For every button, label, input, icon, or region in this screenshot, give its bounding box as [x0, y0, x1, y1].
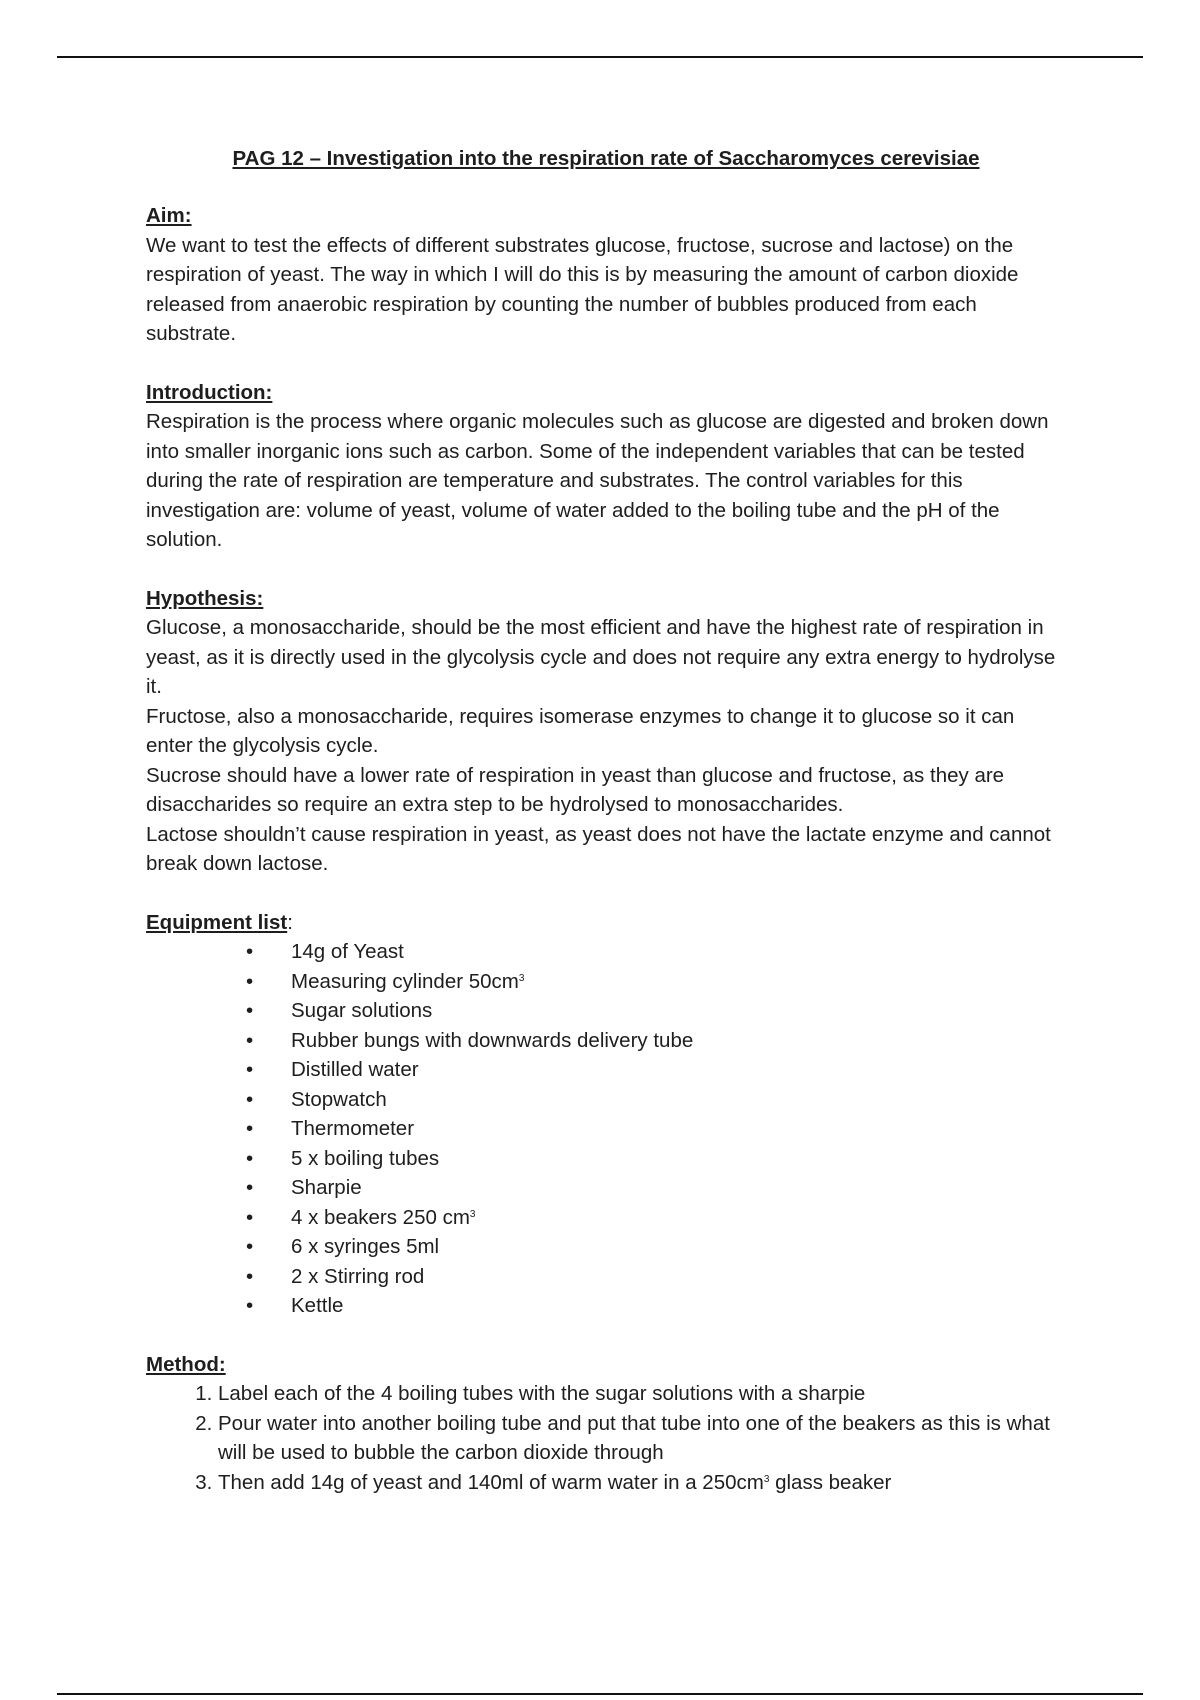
equipment-list [146, 937, 1066, 1321]
list-item-text: Thermometer [291, 1117, 415, 1140]
aim-section [146, 201, 1066, 349]
list-item [246, 1085, 1066, 1115]
aim-text: We want to test the effects of different substrates glucose, fructose, sucrose and lactose) on the respiration of yeast. The way in which I will do this is by measuring the amount of carbon dioxide released from anaerobic respiration by counting the number of bubbles produced from each substrate. [146, 233, 1019, 345]
list-item [246, 996, 1066, 1026]
list-item [246, 1203, 1066, 1233]
equipment-heading-line [146, 908, 1066, 938]
list-item [246, 1291, 1066, 1321]
list-item-text: 6 x syringes 5ml [291, 1235, 440, 1258]
method-step-text-tail: glass beaker [769, 1470, 892, 1494]
document-body [146, 144, 1066, 1526]
list-item [246, 1026, 1066, 1056]
aim-heading: Aim: [146, 204, 192, 227]
hypothesis-section [146, 584, 1066, 879]
method-steps [146, 1379, 1066, 1497]
list-item-text: 5 x boiling tubes [291, 1146, 440, 1170]
equipment-heading: Equipment list [146, 910, 288, 934]
superscript: 3 [518, 972, 525, 984]
method-step [218, 1379, 1066, 1409]
hypothesis-paragraph: Glucose, a monosaccharide, should be the most efficient and have the highest rate of respiration in yeast, as it is directly used in the glycolysis cycle and does not require any extra energy to hydrolyse it. [146, 616, 1056, 698]
method-step [218, 1468, 1066, 1498]
superscript: 3 [763, 1473, 770, 1485]
method-step-text: Label each of the 4 boiling tubes with the sugar solutions with a sharpie [218, 1382, 866, 1405]
superscript: 3 [469, 1208, 476, 1220]
list-item-text: Distilled water [291, 1058, 419, 1081]
list-item-text: 14g of Yeast [291, 940, 404, 963]
hypothesis-heading: Hypothesis: [146, 586, 264, 610]
hypothesis-paragraph: Sucrose should have a lower rate of respiration in yeast than glucose and fructose, as they are disaccharides so require an extra step to be hydrolysed to monosaccharides. [146, 763, 1005, 816]
list-item [246, 967, 1066, 997]
equipment-section [146, 908, 1066, 1321]
method-step-text: Pour water into another boiling tube and put that tube into one of the beakers as this is what will be used to bubble the carbon dioxide through [218, 1411, 1050, 1464]
list-item-text: Stopwatch [291, 1087, 387, 1111]
list-item-text: Sugar solutions [291, 999, 433, 1022]
hypothesis-paragraph: Fructose, also a monosaccharide, requires isomerase enzymes to change it to glucose so it can enter the glycolysis cycle. [146, 704, 1015, 757]
list-item [246, 1055, 1066, 1085]
list-item [246, 1262, 1066, 1292]
list-item [246, 1232, 1066, 1262]
list-item-text: Kettle [291, 1294, 344, 1317]
introduction-section [146, 378, 1066, 555]
method-step [218, 1409, 1066, 1468]
page-title: PAG 12 – Investigation into the respiration rate of Saccharomyces cerevisiae [232, 147, 980, 170]
list-item [246, 1173, 1066, 1203]
hypothesis-paragraph: Lactose shouldn’t cause respiration in yeast, as yeast does not have the lactate enzyme and cannot break down lactose. [146, 822, 1051, 875]
list-item-text: Measuring cylinder 50cm [291, 969, 519, 993]
introduction-heading: Introduction: [146, 380, 273, 404]
list-item-text: Rubber bungs with downwards delivery tube [291, 1028, 694, 1052]
list-item [246, 1114, 1066, 1144]
list-item-text: Sharpie [291, 1176, 362, 1199]
footer-rule [57, 1693, 1143, 1695]
introduction-text: Respiration is the process where organic molecules such as glucose are digested and broken down into smaller inorganic ions such as carbon. Some of the independent variables that can be tested during the rate of respiration are temperature and substrates. The control variables for this investigation are: volume of yeast, volume of water added to the boiling tube and the pH of the solution. [146, 410, 1049, 551]
list-item [246, 1144, 1066, 1174]
method-step-text: Then add 14g of yeast and 140ml of warm water in a 250cm [218, 1470, 764, 1494]
equipment-heading-colon: : [287, 910, 293, 934]
method-section [146, 1350, 1066, 1498]
header-rule [57, 56, 1143, 58]
method-heading: Method: [146, 1352, 226, 1376]
list-item-text: 2 x Stirring rod [291, 1264, 425, 1288]
list-item [246, 937, 1066, 967]
list-item-text: 4 x beakers 250 cm [291, 1205, 470, 1229]
